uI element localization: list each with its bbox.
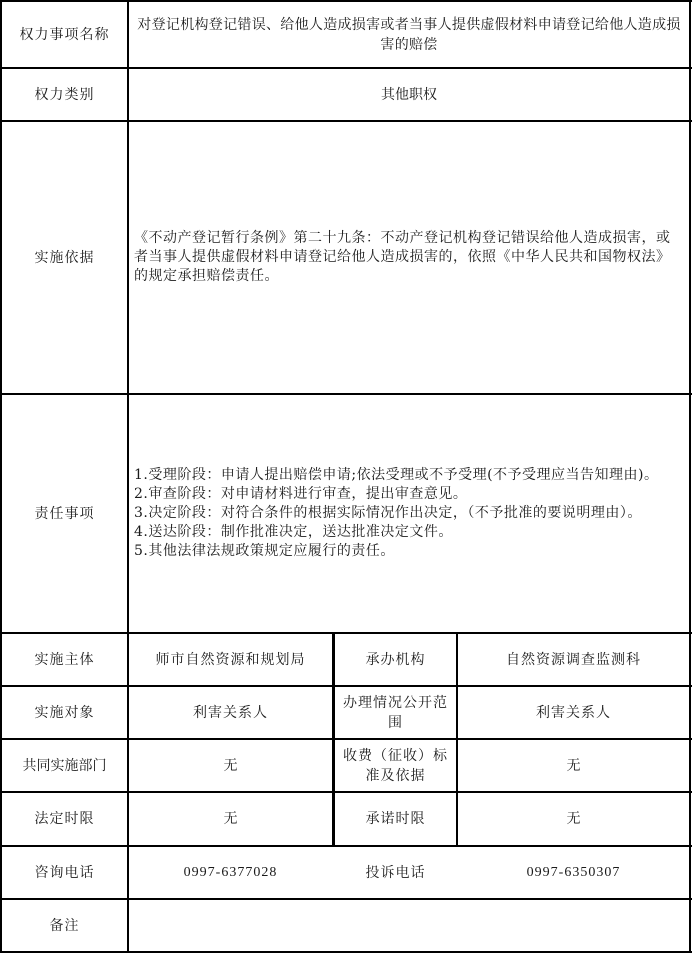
responsibility-item: 3.决定阶段：对符合条件的根据实际情况作出决定，（不予批准的要说明理由）。 [134, 505, 642, 521]
statutory-time-limit-text: 无 [223, 811, 238, 827]
legal-basis-text: 《不动产登记暂行条例》第二十九条：不动产登记机构登记错误给他人造成损害，或者当事人提供虚假材料申请登记给他人造成损害的，依照《中华人民共和国物权法》的规定承担赔偿责任。 [134, 230, 671, 284]
implementing-body-text: 师市自然资源和规划局 [155, 651, 306, 668]
statutory-time-limit-label [2, 793, 127, 845]
power-category-value [129, 69, 689, 120]
remarks-label [2, 900, 127, 951]
fee-standard-label-text: 收费（征收）标准及依据 [343, 747, 448, 784]
disclosure-scope-label-text: 办理情况公开范围 [343, 694, 448, 731]
responsibilities-label [2, 395, 127, 632]
fee-standard-text: 无 [566, 757, 581, 774]
disclosure-scope-text: 利害关系人 [536, 704, 611, 721]
legal-basis-value [129, 122, 689, 393]
target-label [2, 687, 127, 738]
target-label-text: 实施对象 [34, 704, 95, 721]
complaint-phone-number: 0997-6350307 [526, 864, 621, 880]
handling-agency-label [335, 634, 456, 685]
joint-departments-label-text: 共同实施部门 [22, 757, 107, 774]
promised-time-limit-label-text: 承诺时限 [365, 811, 426, 827]
promised-time-limit-label [335, 793, 456, 845]
responsibilities-label-text: 责任事项 [34, 505, 95, 522]
power-item-name-value [129, 2, 689, 67]
complaint-phone-value [458, 847, 689, 898]
implementing-body-label-text: 实施主体 [34, 651, 95, 668]
promised-time-limit-value [458, 793, 689, 845]
complaint-phone-label [335, 847, 456, 898]
power-category-label-text: 权力类别 [34, 86, 95, 103]
handling-agency-value [458, 634, 689, 685]
joint-departments-value [129, 740, 332, 791]
joint-departments-text: 无 [223, 757, 238, 774]
implementing-body-value [129, 634, 332, 685]
joint-departments-label [2, 740, 127, 791]
disclosure-scope-value [458, 687, 689, 738]
statutory-time-limit-value [129, 793, 332, 845]
handling-agency-text: 自然资源调查监测科 [506, 651, 641, 668]
power-item-name-text: 对登记机构登记错误、给他人造成损害或者当事人提供虚假材料申请登记给他人造成损害的赔偿 [137, 16, 681, 53]
target-value [129, 687, 332, 738]
responsibility-item: 4.送达阶段：制作批准决定，送达批准决定文件。 [134, 524, 453, 540]
statutory-time-limit-label-text: 法定时限 [34, 811, 95, 827]
power-item-name-label [2, 2, 127, 67]
handling-agency-label-text: 承办机构 [365, 651, 426, 668]
power-category-label [2, 69, 127, 120]
consultation-phone-label [2, 847, 127, 898]
complaint-phone-label-text: 投诉电话 [365, 864, 426, 881]
consultation-phone-number: 0997-6377028 [183, 864, 278, 880]
consultation-phone-value [129, 847, 332, 898]
responsibility-item: 5.其他法律法规政策规定应履行的责任。 [134, 543, 395, 559]
implementing-body-label [2, 634, 127, 685]
fee-standard-value [458, 740, 689, 791]
remarks-value [129, 900, 689, 951]
responsibility-item: 2.审查阶段：对申请材料进行审查，提出审查意见。 [134, 486, 468, 502]
promised-time-limit-text: 无 [566, 811, 581, 827]
responsibilities-value [129, 395, 689, 632]
disclosure-scope-label [335, 687, 456, 738]
table-border-right [689, 0, 691, 953]
fee-standard-label [335, 740, 456, 791]
consultation-phone-label-text: 咨询电话 [34, 864, 95, 881]
power-category-text: 其他职权 [381, 86, 437, 103]
remarks-label-text: 备注 [49, 917, 80, 934]
legal-basis-label [2, 122, 127, 393]
responsibility-item: 1.受理阶段：申请人提出赔偿申请;依法受理或不予受理(不予受理应当告知理由)。 [134, 467, 659, 483]
target-text: 利害关系人 [193, 704, 268, 721]
responsibility-list [134, 466, 659, 561]
legal-basis-label-text: 实施依据 [34, 249, 95, 266]
power-item-name-label-text: 权力事项名称 [19, 26, 110, 43]
